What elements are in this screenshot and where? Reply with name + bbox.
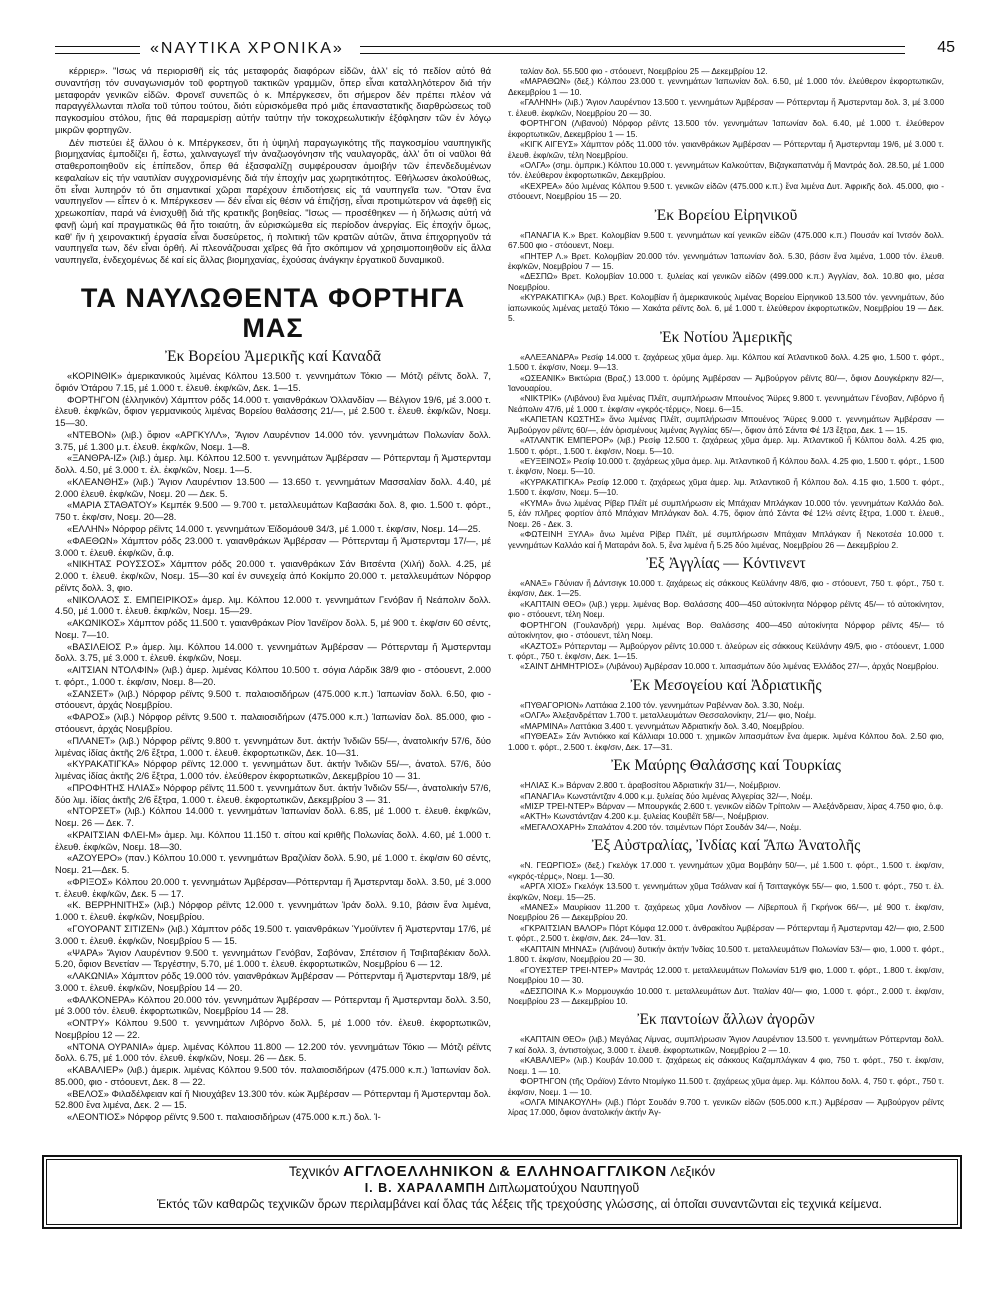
charter-entry: «ΑΚΩΝΙΚΟΣ» Χάμπτον ρόδς 11.500 τ. γαιανθράκων Ρίον Ἰανέϊρον δολλ. 5, μέ 900 τ. ἐκφ/σιν 60 σέντς, Νοεμ. 7—10. xyxy=(55,618,491,640)
charter-entry: «ΝΤΟΡΣΕΤ» (λιβ.) Κόλπου 14.000 τ. γεννημάτων Ἰαπωνίαν δολλ. 6.85, μέ 1.000 τ. ἐλευθ. ἐκφ/κῶν, Νοεμ. 26 — Δεκ. 7. xyxy=(55,806,491,829)
charter-entry: «ΨΑΡΑ» Ἄγιον Λαυρέντιον 9.500 τ. γεννημάτων Γενόβαν, Σαβόναν, Σπέτσιον ἤ Τσιβιταβέκιαν δολλ. 5.20, ὄφιον Βενετίαν — Τεργέστην, 5.70, μέ 1.000 τ. ἐλευθ. ἐκφορτωτικῶν, Νοεμβρίου 6 — 12. xyxy=(55,947,491,970)
page-number: 45 xyxy=(937,39,955,56)
charter-entry: «ΓΚΡΑΙΤΣΙΑΝ ΒΑΛΟΡ» Πόρτ Κόμφα 12.000 τ. ἀνθρακίτου Ἀμβέρσαν — Ρόττερνταμ ἤ Ἀμστερνταμ 42/— φιο, 2.500 τ. φόρτ., 2.500 τ. ἐκφ/σιν, Δεκ. 24—Ἰαν. 31. xyxy=(508,922,944,944)
region-heading: Ἐκ Νοτίου Ἀμερικῆς xyxy=(660,328,792,346)
charter-list xyxy=(55,371,491,1124)
region-sections xyxy=(508,207,944,1118)
charter-entry: «ΒΑΣΙΛΕΙΟΣ Ρ.» ἀμερ. λιμ. Κόλπου 14.000 τ. γεννημάτων Ἀμβέρσαν — Ρόττερνταμ ἤ Ἀμστερνταμ δολλ. 3.75, μέ 3.000 τ. ἐλευθ. ἐκφ/κῶν, Νοεμ. xyxy=(55,641,491,664)
charter-entry: «ΜΑΡΑΘΩΝ» (δεξ.) Κόλπου 23.000 τ. γεννημάτων Ἰαπωνίαν δολ. 6.50, μέ 1.000 τόν. ἐλεύθερον ἐκφορτωτικῶν, Δεκεμβρίου 1 — 10. xyxy=(508,76,944,97)
charter-entry: «ΟΛΓΑ» Ἀλεξανδρέτταν 1.700 τ. μεταλλευμάτων Θεσσαλονίκην, 21/— φιο, Νοέμ. xyxy=(520,710,817,721)
region-heading: Ἐξ Ἀγγλίας — Κόντινεντ xyxy=(646,554,806,572)
section-title: ΤΑ ΝΑΥΛΩΘΕΝΤΑ ΦΟΡΤΗΓΑ ΜΑΣ xyxy=(80,283,466,344)
charter-entry: «ΛΑΚΩΝΙΑ» Χάμπτον ρόδς 19.000 τόν. γαιανθράκων Ἀμβέρσαν — Ρόττερνταμ ἤ Ἀμστερνταμ 18/9, μέ 3.000 τ. ἐλευθ. ἐκφ/κῶν, Νοεμβρίου 14 — 20. xyxy=(55,971,491,993)
charter-entry: «ΚΑΠΕΤΑΝ ΚΩΣΤΗΣ» ἄνω λιμένας Πλέϊτ, συμπλήρωσιν Μπουένος Ἄϋρες 9.000 τ. γεννημάτων Ἀμβέρσαν — Ἀμβούργον ρέϊντς 60/—, ἐάν ὁρισμένους λιμένας Ἀγγλίας 65/—, ὄφιον ἀπό Σάντα Φέ 1/3 ἔξτρα, Δεκ. 1 — 15. xyxy=(508,414,944,435)
charter-entry: «ΗΛΙΑΣ Κ.» Βάρναν 2.800 τ. ἀραβοσίτου Ἀδριατικήν 31/—, Νοέμβριον. xyxy=(520,780,781,791)
charter-entry: «ΝΤΕΒΟΝ» (λιβ.) ὄφιον «ΑΡΓΚΥΛΛ», Ἄγιον Λαυρέντιον 14.000 τόν. γεννημάτων Πολωνίαν δολλ. 3.75, μέ 1.300 μ.τ. ἐλευθ. ἐκφ/κῶν, Νοεμ. 1—8. xyxy=(55,429,491,452)
advertisement-inner-frame xyxy=(46,1159,958,1225)
charter-entry: «ΔΕΣΠΩ» Βρετ. Κολομβίαν 10.000 τ. ξυλείας καί γενικῶν εἰδῶν (499.000 κ.π.) Ἀγγλίαν, δολ. 10.80 φιο, μέσα Νοεμβρίου. xyxy=(508,271,944,292)
charter-entry: «ΚΑΒΑΛΙΕΡ» (λιβ.) ἀμερικ. λιμένας Κόλπου 9.500 τόν. παλαιοσιδήρων (475.000 κ.π.) Ἰαπωνίαν δολ. 85.000, φιο - στόουεντ, Δεκ. 8 — 22. xyxy=(55,1065,491,1087)
charter-entry: «ΑΡΓΑ ΧΙΟΣ» Γκελόγκ 13.500 τ. γεννημάτων χῦμα Τσάλναν καί ἤ Τσιτταγκόγκ 55/— φιο, 1.500 τ. φόρτ., 750 τ. ἐλ. ἐκφ/κῶν, Νοεμ. 15—25. xyxy=(508,881,944,902)
charter-entry: ΦΟΡΤΗΓΟΝ (τῆς Ὀράϊον) Σάντο Ντομίγκο 11.500 τ. ζαχάρεως χῦμα ἀμερ. λιμ. Κόλπου δολλ. 4, 750 τ. φόρτ., 750 τ. ἐκφ/σιν, Νοεμ. 1 — 10. xyxy=(508,1076,944,1097)
charter-entry: «ΝΙΚΤΡΙΚ» (Λιβάνου) ἕνα λιμένας Πλέϊτ, συμπλήρωσιν Μπουένος Ἄϋρες 9.800 τ. γεννημάτων Γένοβαν, Λιβόρνο ἤ Νεάπολιν 47/6, μέ 1.000 τ. ἐκφ/σιν «γκρός-τέρμς», Νοεμ. 6—15. xyxy=(508,393,944,414)
ad-title-suffix: Λεξικόν xyxy=(670,1164,716,1179)
charter-entry: «ΑΛΕΞΑΝΔΡΑ» Ρεσίφ 14.000 τ. ζαχάρεως χῦμα ἀμερ. λιμ. Κόλπου καί Ἀτλαντικοῦ δολλ. 4.25 φιο, 1.500 τ. φόρτ., 1.500 τ. ἐκφ/σιν, Νοεμ. 9—13. xyxy=(508,351,944,373)
charter-entry: «ΑΙΤΣΙΑΝ ΝΤΟΛΦΙΝ» (λιβ.) ἀμερ. λιμένας Κόλπου 10.500 τ. σόγια Λάρδικ 38/9 φιο - στόουεντ, 2.000 τ. φόρτ., 1.000 τ. ἐκφ/σιν, Νοεμ. 8—20. xyxy=(55,665,491,687)
header-rule-left xyxy=(55,46,140,54)
ad-description: Ἐκτός τῶν καθαρῶς τεχνικῶν ὅρων περιλαμβάνει καί ὅλας τάς λέξεις τῆς τρεχούσης γλώσσης, αἱ ὁποῖαι συναντῶνται εἰς τεχνικά κείμενα. xyxy=(157,1197,882,1211)
charter-entry: «ΓΟΥΟΡΑΝΤ ΣΙΤΙΖΕΝ» (λιβ.) Χάμπτον ρόδς 19.500 τ. γαιανθράκων Ὑμούϊντεν ἤ Ἀμστερνταμ 17/6, μέ 3.000 τ. ἐλευθ. ἐκφ/κῶν, Νοεμβρίου 5 — 15. xyxy=(55,924,491,946)
left-column xyxy=(55,66,491,1124)
ad-author-title: Διπλωματούχου Ναυπηγοῦ xyxy=(488,1181,640,1195)
charter-entry: «ΔΕΣΠΟΙΝΑ Κ.» Μορμουγκάο 10.000 τ. μεταλλευμάτων Δυτ. Ἰταλίαν 40/— φιο, 1.000 τ. φόρτ., 2.000 τ. ἐκφ/σιν, Νοεμβρίου 23 — Δεκεμβρίου 10. xyxy=(508,985,944,1006)
charter-entry: «ΚΑΠΤΑΙΝ ΘΕΟ» (λιβ.) Μεγάλας Λίμνας, συμπλήρωσιν Ἄγιον Λαυρέντιον 13.500 τ. γεννημάτων Ρόττερνταμ δολλ. 7 καί δολλ. 3, ἀντιστοίχως, 3.000 τ. ἐλευθ. ἐκφορτωτικῶν, Νοεμβρίου 2 — 10. xyxy=(508,1034,944,1055)
charter-entry: «ΚΟΡΙΝΘΙΚ» ἀμερικανικούς λιμένας Κόλπου 13.500 τ. γεννημάτων Τόκιο — Μότζι ρέϊντς δολλ. 7, ὄφιόν Ὀτάρου 7.15, μέ 1.000 τ. ἐλευθ. ἐκφ/κῶν, Δεκ. 1—15. xyxy=(55,371,491,393)
charter-entry: «ΝΤΟΝΑ ΟΥΡΑΝΙΑ» ἀμερ. λιμένας Κόλπου 11.800 — 12.200 τόν. γεννημάτων Τόκιο — Μότζι ρέϊντς δολλ. 6.75, μέ 1.000 τόν. ἐλευθ. ἐκφ/κῶν, Νοεμ. 26 — Δεκ. 5. xyxy=(55,1041,491,1064)
charter-entry: «ΓΑΛΗΝΗ» (λιβ.) Ἄγιον Λαυρέντιον 13.500 τ. γεννημάτων Ἀμβέρσαν — Ρόττερνταμ ἤ Ἀμστερνταμ δολ. 3, μέ 3.000 τ. ἐλευθ. ἐκφ/κῶν, Νοεμβρίου 20 — 30. xyxy=(508,97,944,118)
region-heading: Ἐκ Βορείου Ἀμερικῆς καί Καναδᾶ xyxy=(164,348,382,366)
charter-entry: «ΠΑΝΑΓΙΑ Κ.» Βρετ. Κολομβίαν 9.500 τ. γεννημάτων καί γενικῶν εἰδῶν (475.000 κ.π.) Πουσάν καί Ἰντσόν δολλ. 67.500 φιο - στόουεντ, Νοεμ. xyxy=(508,229,944,251)
charter-entry: «ΣΑΙΝΤ ΔΗΜΗΤΡΙΟΣ» (Λιβάνου) Ἀμβέρσαν 10.000 τ. λιπασμάτων δύο λιμένας Ἑλλάδος 27/—, ἀρχάς Νοεμβρίου. xyxy=(520,661,939,672)
charter-entry: «ΦΡΙΞΟΣ» Κόλπου 20.000 τ. γεννημάτων Ἀμβέρσαν—Ρόττερνταμ ἤ Ἀμστερνταμ δολλ. 3.50, μέ 3.000 τ. ἐλευθ. ἐκφ/κῶν, Δεκ. 5 — 17. xyxy=(55,876,491,899)
charter-entry: «ΜΙΣΡ ΤΡΕΙ-ΝΤΕΡ» Βάρναν — Μπουργκάς 2.600 τ. γενικῶν εἰδῶν Τρίπολιν — Ἀλεξάνδρειαν, λίρας 4.750 φιο, ὁ.φ. xyxy=(520,800,944,811)
charter-entry: «ΜΑΡΙΑ ΣΤΑΘΑΤΟΥ» Κεμπέκ 9.500 — 9.700 τ. μεταλλευμάτων Καβασάκι δολ. 8, φιο. 1.500 τ. φόρτ., 750 τ. ἐκφ/σιν, Νοεμ. 20—28. xyxy=(55,500,491,523)
charter-entry: «ΒΕΛΟΣ» Φιλαδέλφειαν καί ἤ Νιουχάβεν 13.300 τόν. κώκ Ἀμβέρσαν — Ρόττερνταμ ἤ Ἀμστερνταμ δολ. 52.800 ἕνα λιμένα, Δεκ. 2 — 15. xyxy=(55,1088,491,1111)
charter-entry: «ΕΥΞΕΙΝΟΣ» Ρεσίφ 10.000 τ. ζαχάρεως χῦμα ἀμερ. λιμ. Ἀτλαντικοῦ ἤ Κόλπου δολλ. 4.25 φιο, 1.500 τ. φόρτ., 1.500 τ. ἐκφ/σιν, Νοεμ. 5—10. xyxy=(508,456,944,477)
article-paragraph: κέρριερ». "Ισως νά περιορισθῆ εἰς τάς μεταφοράς διαφόρων εἰδῶν, ἀλλ' εἰς τό πεδίον αὐτό θά συναντήσῃ τόν συναγωνισμόν τοῦ φορτηγοῦ τακτικῶν γραμμῶν, ὅπερ εἶναι καταλληλότερον διά τήν μεταφοράν γενικῶν εἰδῶν. Φρονεῖ συνεπῶς ὁ κ. Μπέργκεσεν, ὅτι σήμερον δέν πρέπει πλέον νά παραγγέλλωνται πλοῖα τοῦ τύπου τούτου, διότι εὑρισκόμεθα πρό μιᾶς ἐπαναστατικῆς διαρθρώσεως τοῦ παγκοσμίου στόλου, ἥτις θά παραμερίσῃ αὐτήν ταύτην τήν τοκοχρεωλυτικήν ἐξόφλησιν τῶν ἐν λόγῳ μικρῶν φορτηγῶν. xyxy=(55,66,491,135)
charter-entry: «ΜΑΝΕΣ» Μαυρίκιον 11.200 τ. ζαχάρεως χῦμα Λονδίνον — Λίβερπουλ ἤ Γκρήνοκ 66/—, μέ 900 τ. ἐκφ/σιν, Νοεμβρίου 26 — Δεκεμβρίου 20. xyxy=(508,902,944,923)
dictionary-advertisement xyxy=(42,1155,962,1229)
ad-author-name: Ι. Β. ΧΑΡΑΛΑΜΠΗ xyxy=(364,1181,486,1195)
charter-entry: «ΠΥΘΑΓΟΡΙΟΝ» Λαττάκια 2.100 τόν. γεννημάτων Ραβένναν δολ. 3.30, Νοέμ. xyxy=(520,699,805,710)
header-rule-right xyxy=(360,46,905,54)
charter-entry: «ΓΟΥΕΣΤΕΡ ΤΡΕΙ-ΝΤΕΡ» Μαντράς 12.000 τ. μεταλλευμάτων Πολωνίαν 51/9 φιο, 1.000 τ. φόρτ., 1.800 τ. ἐκφ/σιν, Νοεμβρίου 10 — 30. xyxy=(508,964,944,986)
region-heading: Ἐκ Μαύρης Θαλάσσης καί Τουρκίας xyxy=(611,757,841,775)
charter-entry: ΦΟΡΤΗΓΟΝ (Γουλανδρή) γερμ. λιμένας Βορ. Θαλάσσης 400—450 αὐτοκίνητα Νόρφορ ρέϊντς 45/— τό αὐτοκίνητον, φιο - στόουεντ, τέλη Νοεμ. xyxy=(508,619,944,641)
charter-entry: «Κ. ΒΕΡΡΗΝΙΤΗΣ» (λιβ.) Νόρφορ ρέϊντς 12.000 τ. γεννημάτων Ἰράν δολλ. 9.10, βάσιν ἕνα λιμένα, 1.000 τ. ἐλευθ. ἐκφ/κῶν, Νοεμβρίου. xyxy=(55,900,491,923)
charter-entry: «ΚΥΡΑΚΑΤΙΓΚΑ» (λιβ.) Βρετ. Κολομβίαν ἤ ἀμερικανικούς λιμένας Βορείου Εἰρηνικοῦ 13.500 τόν. γεννημάτων, δύο ἰαπωνικούς λιμένας μεταξύ Τόκιο — Χακάτα ρέϊντς δολ. 6, μέ 1.000 τ. ἐλεύθερον ἐκφορτωτικῶν, Νοεμβρίου 19 — Δεκ. 5. xyxy=(508,292,944,324)
charter-entry: «ΦΑΛΚΟΝΕΡΑ» Κόλπου 20.000 τόν. γεννημάτων Ἀμβέρσαν — Ρόττερνταμ ἤ Ἀμστερνταμ δολλ. 3.50, μέ 3.000 τόν. ἐλευθ. ἐκφορτωτικῶν, Νοεμβρίου 14 — 28. xyxy=(55,994,491,1017)
charter-entry: «ΟΝΤΡΥ» Κόλπου 9.500 τ. γεννημάτων Λιβόρνο δολλ. 5, μέ 1.000 τόν. ἐλευθ. ἐκφορτωτικῶν, Νοεμβρίου 12 — 22. xyxy=(55,1018,491,1040)
charter-entry: «ΚΡΑΙΤΣΙΑΝ ΦΛΕΙ-Μ» ἀμερ. λιμ. Κόλπου 11.150 τ. σίτου καί κριθῆς Πολωνίας δολλ. 4.60, μέ 1.000 τ. ἐλευθ. ἐκφ/κῶν, Νοεμ. 18—30. xyxy=(55,829,491,852)
charter-entry: «ΑΝΑΞ» Γδύνιαν ἤ Δάντσιγκ 10.000 τ. ζαχάρεως εἰς σάκκους Κεϋλάνην 48/6, φιο - στόουεντ, 750 τ. φόρτ., 750 τ. ἐκφ/σιν, Δεκ. 1—25. xyxy=(508,577,944,599)
charter-entry: «ΜΕΓΑΛΟΧΑΡΗ» Σπαλάτον 4.200 τόν. τσιμέντων Πόρτ Σουδάν 34/—, Νοέμ. xyxy=(520,821,802,832)
charter-entry: ΦΟΡΤΗΓΟΝ (ἑλληνικόν) Χάμπτον ρόδς 14.000 τ. γαιανθράκων Ὀλλανδίαν — Βέλγιον 19/6, μέ 3.000 τ. ἐλευθ. ἐκφ/κῶν, ὄφιον γερμανικούς λιμένας Βορείου θαλάσσης 21/—, μέ 2.500 τ. ἐλευθ. ἐκφ/κῶν, Νοεμ. 15—30. xyxy=(55,394,491,429)
charter-entry: «ΚΥΡΑΚΑΤΙΓΚΑ» Νόρφορ ρέϊντς 12.000 τ. γεννημάτων δυτ. ἀκτήν Ἰνδιῶν 55/—, ἀνατολ. 57/6, δύο λιμένας ἰδίας ἀκτῆς 2/6 ἔξτρα, 1.000 τόν. ἐλεύθερον ἐκφορτωτικῶν, Δεκεμβρίου 10 — 31. xyxy=(55,759,491,782)
charter-entry: «ΠΛΑΝΕΤ» (λιβ.) Νόρφορ ρέϊντς 9.800 τ. γεννημάτων δυτ. ἀκτήν Ἰνδιῶν 55/—, ἀνατολικήν 57/6, δύο λιμένας ἰδίας ἀκτῆς 2/6 ἔξτρα, 1.000 τ. ἐλευθ. ἐκφορτωτικῶν, Δεκ. 10—31. xyxy=(55,735,491,758)
charter-entry: «ΠΑΝΑΓΙΑ» Κωνστάντζαν 4.000 κ.μ. ξυλείας δύο λιμένας Ἀλγερίας 32/—, Νοέμ. xyxy=(520,790,813,801)
charter-entry: «ΠΗΤΕΡ Λ.» Βρετ. Κολομβίαν 20.000 τόν. γεννημάτων Ἰαπωνίαν δολ. 5.30, βάσιν ἕνα λιμένα, 1.000 τόν. ἐλευθ. ἐκφ/κῶν, Νοεμβρίου 7 — 15. xyxy=(508,250,944,271)
charter-entry: ΦΟΡΤΗΓΟΝ (Λιβανού) Νόρφορ ρέϊντς 13.500 τόν. γεννημάτων Ἰαπωνίαν δολ. 6.40, μέ 1.000 τ. ἐλεύθερον ἐκφορτωτικῶν, Δεκεμβρίου 1 — 15. xyxy=(508,118,944,139)
charter-entry: «ΚΑΖΤΟΣ» Ρόττερνταμ — Ἀμβούργον ρέϊντς 10.000 τ. ἀλεύρων εἰς σάκκους Κεϋλάνην 49/5, φιο - στόουεντ, 1.000 τ. φόρτ., 750 τ. ἐκφ/σιν, Δεκ. 1—15. xyxy=(508,640,944,661)
charter-entry: «ΚΥΜΑ» ἄνω λιμένας Ρίβερ Πλέϊτ μέ συμπλήρωσιν εἰς Μπάχιαν Μπλάγκαν 10.000 τόν. γεννημάτων Καλλάο δολ. 5, ἐάν πλῆρες φορτίον ἀπό Μπάχιαν Μπλάγκαν δολ. 4.75, ὄφιον ἀπό Σάντα Φέ 12½ σέντς ἔξτρα, 1.000 τ. ἐλευθ., Νοεμ. 26 - Δεκ. 3. xyxy=(508,497,944,529)
magazine-title: «ΝΑΥΤΙΚΑ ΧΡΟΝΙΚΑ» xyxy=(150,40,344,57)
charter-list-continued xyxy=(508,66,944,202)
region-heading: Ἐκ Βορείου Εἰρηνικοῦ xyxy=(654,206,798,224)
charter-entry: «ΝΙΚΟΛΑΟΣ Σ. ΕΜΠΕΙΡΙΚΟΣ» ἀμερ. λιμ. Κόλπου 12.000 τ. γεννημάτων Γενόβαν ἤ Νεάπολιν δολλ. 4.50, μέ 1.000 τ. ἐλευθ. ἐκφ/κῶν, Νοεμ. 15—29. xyxy=(55,594,491,617)
charter-entry: ταλίαν δολ. 55.500 φιο - στόουεντ, Νοεμβρίου 25 — Δεκεμβρίου 12. xyxy=(520,66,768,76)
ad-title-prefix: Τεχνικόν xyxy=(288,1164,340,1179)
charter-entry: «ΦΩΤΕΙΝΗ ΞΥΛΑ» ἄνω λιμένα Ρίβερ Πλέϊτ, μέ συμπλήρωσιν Μπάχιαν Μπλάγκαν ἤ Νεκοτσέα 10.000 τ. γεννημάτων Καλλάο καί ἤ Ματαράνι δολ. 5, ἕνα λιμένα ἤ 5.25 δύο λιμένας, Νοεμβρίου 26 — Δεκεμβρίου 2. xyxy=(508,529,944,550)
charter-entry: «ΕΛΛΗΝ» Νόρφορ ρέϊντς 14.000 τ. γεννημάτων Ἐϊδομάουθ 34/3, μέ 1.000 τ. ἐκφ/σιν, Νοεμ. 14—25. xyxy=(67,523,481,534)
ad-author-line xyxy=(47,1181,957,1195)
charter-entry: «ΜΑΡΜΙΝΑ» Λαττάκια 3.400 τ. γεννημάτων Ἀδριατικήν δολ. 3.40, Νοεμβρίου. xyxy=(520,720,805,731)
charter-entry: «ΟΛΓΑ» (σημ. ὀμπρικ.) Κόλπου 10.000 τ. γεννημάτων Καλκούτταν, Βιζαγκαπατνάμ ἤ Μαντράς δολ. 28.50, μέ 1.000 τόν. ἐλεύθερον ἐκφορτωτικῶν, Δεκεμβρίου. xyxy=(508,159,944,181)
article-paragraph: Δέν πιστεύει ἐξ ἄλλου ὁ κ. Μπέργκεσεν, ὅτι ἡ ὑψηλή παραγωγικότης τῆς παγκοσμίου ναυπηγικῆς βιομηχανίας ἐμποδίζει ἤ, ἔστω, χαλιναγωγεῖ τήν ἀναζωογόνησιν τῆς ναυλαγορᾶς, ἀλλ' ὅτι οἱ ναῦλοι θά σταθεροποιηθοῦν εἰς ἐπίπεδον, ὅπερ θά ἐξασφαλίζῃ συμφέρουσαν ἀμοιβήν τῶν ἐπενδεδυμένων κεφαλαίων εἰς τήν ναυτιλίαν συγχρονισμένης διά τήν ἐποχήν μας χωρητικότητος. Ἐθήλωσεν ἀκολούθως, ὅτι εἶναι λυπηρόν τό ὅτι σημαντικαί χῶραι παρέχουν ἐπιδοτήσεις εἰς τά ναυπηγεῖα των. "Οταν ἕνα ναυπηγεῖον — εἶπεν ὁ κ. Μπέργκεσεν — δέν εἶναι εἰς θέσιν νά ἐπιζήσῃ, εἶναι προτιμώτερον νά ἀφεθῇ εἰς χρεωκοπίαν, παρά νά ἐνισχυθῇ διά τῆς κρατικῆς βοηθείας. "Ισως — προσέθηκεν — ἡ δήλωσις αὐτή νά φανῇ ὠμή καί πραγματικῶς θά ἦτο τοιαύτη, ἄν εὑρισκώμεθα εἰς περίοδον ἀνεργίας. Εἰς ἐποχήν ὅμως, καθ' ἥν ἡ χειρονακτική ἐργασία εἶναι δυσεύρετος, ἡ πολιτική τῶν κρατῶν αὐτῶν, ἅτινα ἐπιχορηγοῦν τά ναυπηγεῖα των, δέν εἶναι ὀρθή. Αἱ πλεονάζουσαι χεῖρες θά ἦτο σκόπιμον νά χρησιμοποιηθοῦν εἰς ἄλλα ναυπηγεῖα, ἐνδεχομένως δέ καί εἰς ἄλλας βιομηχανίας, ἐχούσας ἀνάγκην ἐργατικοῦ δυναμικοῦ. xyxy=(55,137,491,266)
charter-entry: «ΛΕΟΝΤΙΟΣ» Νόρφορ ρέϊντς 9.500 τ. παλαιοσιδήρων (475.000 κ.π.) δολ. Ἰ- xyxy=(67,1112,381,1123)
charter-entry: «ΑΖΟΥΕΡΟ» (παν.) Κόλπου 10.000 τ. γεννημάτων Βραζιλίαν δολλ. 5.90, μέ 1.000 τ. ἐκφ/σιν 60 σέντς, Νοεμ. 21—Δεκ. 5. xyxy=(55,853,491,876)
charter-entry: «ΑΤΛΑΝΤΙΚ ΕΜΠΕΡΟΡ» (λιβ.) Ρεσίφ 12.500 τ. ζαχάρεως χῦμα ἀμερ. λιμ. Ἀτλαντικοῦ ἤ Κόλπου δολλ. 4.25 φιο, 1.500 τ. φόρτ., 1.500 τ. ἐκφ/σιν, Νοεμ. 5—10. xyxy=(508,435,944,456)
ad-title-bold: ΑΓΓΛΟΕΛΛΗΝΙΚΟΝ & ΕΛΛΗΝΟΑΓΓΛΙΚΟΝ xyxy=(343,1163,668,1180)
charter-entry: «ΩΣΕΑΝΙΚ» Βικτώρια (Βραζ.) 13.000 τ. ὁρύμης Ἀμβέρσαν — Ἀμβούργον ρέϊντς 80/—, ὄφιον Δουγκέρκην 82/—, Ἰανουαρίου. xyxy=(508,372,944,393)
charter-entry: «ΦΑΕΘΩΝ» Χάμπτον ρόδς 23.000 τ. γαιανθράκων Ἀμβέρσαν — Ρόττερνταμ ἤ Ἀμστερνταμ 17/—, μέ 3.000 τ. ἐλευθ. ἐκφ/κῶν, ἄ.φ. xyxy=(55,535,491,558)
charter-entry: «ΚΑΒΑΛΙΕΡ» (λιβ.) Κουβάν 10.000 τ. ζαχάρεως εἰς σάκκους Καζαμπλάγκαν 4 φιο, 750 τ. φόρτ., 750 τ. ἐκφ/σιν, Νοεμ. 1 — 10. xyxy=(508,1055,944,1076)
charter-entry: «ΚΕΧΡΕΑ» δύο λιμένας Κόλπου 9.500 τ. γενικῶν εἰδῶν (475.000 κ.π.) ἕνα λιμένα Δυτ. Ἀφρικῆς δολ. 45.000, φιο - στόουεντ, Νοεμβρίου 15 — 20. xyxy=(508,180,944,202)
charter-entry: «ΠΥΘΕΑΣ» Σάν Ἀντιόκκο καί Κάλλιαρι 10.000 τ. χημικῶν λιπασμάτων ἕνα ἀμερικ. λιμένα Κόλπου δολ. 2.50 φιο, 1.000 τ. φόρτ., 2.500 τ. ἐκφ/σιν, Δεκ. 17—31. xyxy=(508,731,944,752)
charter-entry: «ΚΑΠΤΑΙΝ ΜΗΝΑΣ» (Λιβάνου) δυτικήν ἀκτήν Ἰνδίας 10.500 τ. μεταλλευμάτων Πολωνίαν 53/— φιο, 1.000 τ. φόρτ., 1.800 τ. ἐκφ/σιν, Νοεμβρίου 20 — 30. xyxy=(508,943,944,965)
charter-entry: «ΝΙΚΗΤΑΣ ΡΟΥΣΣΟΣ» Χάμπτον ρόδς 20.000 τ. γαιανθράκων Σάν Βιτσέντα (Χιλή) δολλ. 4.25, μέ 2.000 τ. ἐλευθ. ἐκφ/κῶν, Νοεμ. 15—30 καί ἐν συνεχείᾳ ἀπό Κοκίμπο 20.000 τ. μεταλλευμάτων Νόρφορ ρέϊντς δολλ. 3, φιο. xyxy=(55,559,491,593)
charter-entry: «ΑΚΤΗ» Κωνστάντζαν 4.200 κ.μ. ξυλείας Κουβέϊτ 58/—, Νοέμβριον. xyxy=(520,811,769,822)
region-heading: Ἐκ Μεσογείου καί Ἀδριατικῆς xyxy=(630,676,822,694)
charter-entry: «ΦΑΡΟΣ» (λιβ.) Νόρφορ ρέϊντς 9.500 τ. παλαιοσιδήρων (475.000 κ.π.) Ἰαπωνίαν δολ. 85.000, φιο - στόουεντ, ἀρχάς Νοεμβρίου. xyxy=(55,712,491,734)
region-heading: Ἐκ παντοίων ἄλλων ἀγορῶν xyxy=(637,1011,815,1029)
charter-entry: «ΞΑΝΘΡΑ-ΙΖ» (λιβ.) ἀμερ. λιμ. Κόλπου 12.500 τ. γεννημάτων Ἀμβέρσαν — Ρόττερνταμ ἤ Ἀμστερνταμ δολλ. 4.50, μέ 3.000 τ. ἐλ. ἐκφ/κῶν, Νοεμ. 1—5. xyxy=(55,453,491,476)
charter-entry: «ΚΙΓΚ ΑΙΓΕΥΣ» Χάμπτον ρόδς 11.000 τόν. γαιανθράκων Ἀμβέρσαν — Ρόττερνταμ ἤ Ἀμστερνταμ 19/6, μέ 3.000 τ. ἐλευθ. ἐκφ/κῶν, τέλη Νοεμβρίου. xyxy=(508,139,944,160)
charter-entry: «ΚΥΡΑΚΑΤΙΓΚΑ» Ρεσίφ 12.000 τ. ζαχάρεως χῦμα ἀμερ. λιμ. Ἀτλαντικοῦ ἤ Κόλπου δολ. 4.15 φιο, 1.500 τ. φόρτ., 1.500 τ. ἐκφ/σιν, Νοεμ. 5—10. xyxy=(508,476,944,498)
charter-entry: «Ν. ΓΕΩΡΓΙΟΣ» (δεξ.) Γκελόγκ 17.000 τ. γεννημάτων χῦμα Βομβάην 50/—, μέ 1.500 τ. φόρτ., 1.500 τ. ἐκφ/σιν, «γκρός-τέρμς», Νοεμ. 1—30. xyxy=(508,860,944,881)
charter-entry: «ΠΡΟΦΗΤΗΣ ΗΛΙΑΣ» Νόρφορ ρέϊντς 11.500 τ. γεννημάτων δυτ. ἀκτήν Ἰνδιῶν 55/—, ἀνατολικήν 57/6, δύο λιμ. ἰδίας ἀκτῆς 2/6 ἔξτρα, 1.000 τ. ἐλευθ. ἐκφορτωτικῶν, Δεκεμβρίου 3 — 31. xyxy=(55,782,491,805)
page-header xyxy=(55,36,955,64)
region-heading: Ἐξ Αὐστραλίας, Ἰνδίας καί Ἄπω Ἀνατολῆς xyxy=(591,837,861,855)
ad-title-line xyxy=(47,1163,957,1180)
charter-entry: «ΚΛΕΑΝΘΗΣ» (λιβ.) Ἄγιον Λαυρέντιον 13.500 — 13.650 τ. γεννημάτων Μασσαλίαν δολλ. 4.40, μέ 2.000 ἐλευθ. ἐκφ/κῶν, Νοεμ. 20 — Δεκ. 5. xyxy=(55,476,491,499)
right-column xyxy=(508,66,944,1118)
charter-entry: «ΣΑΝΣΕΤ» (λιβ.) Νόρφορ ρέϊντς 9.500 τ. παλαιοσιδήρων (475.000 κ.π.) Ἰαπωνίαν δολλ. 6.50, φιο - στόουεντ, ἀρχάς Νοεμβρίου. xyxy=(55,688,491,711)
charter-entry: «ΟΛΓΑ ΜΙΝΑΚΟΥΛΗ» (λιβ.) Πόρτ Σουδάν 9.700 τ. γενικῶν εἰδῶν (505.000 κ.π.) Ἀμβέρσαν — Ἀμβούργον ρέϊντς λίρας 17.000, ὄφιον ἀνατολικήν ἀκτήν Ἀγ- xyxy=(508,1097,944,1118)
charter-entry: «ΚΑΠΤΑΙΝ ΘΕΟ» (λιβ.) γερμ. λιμένας Βορ. Θαλάσσης 400—450 αὐτοκίνητα Νόρφορ ρέϊντς 45/— τό αὐτοκίνητον, φιο - στόουεντ, τέλη Νοεμ. xyxy=(508,598,944,620)
